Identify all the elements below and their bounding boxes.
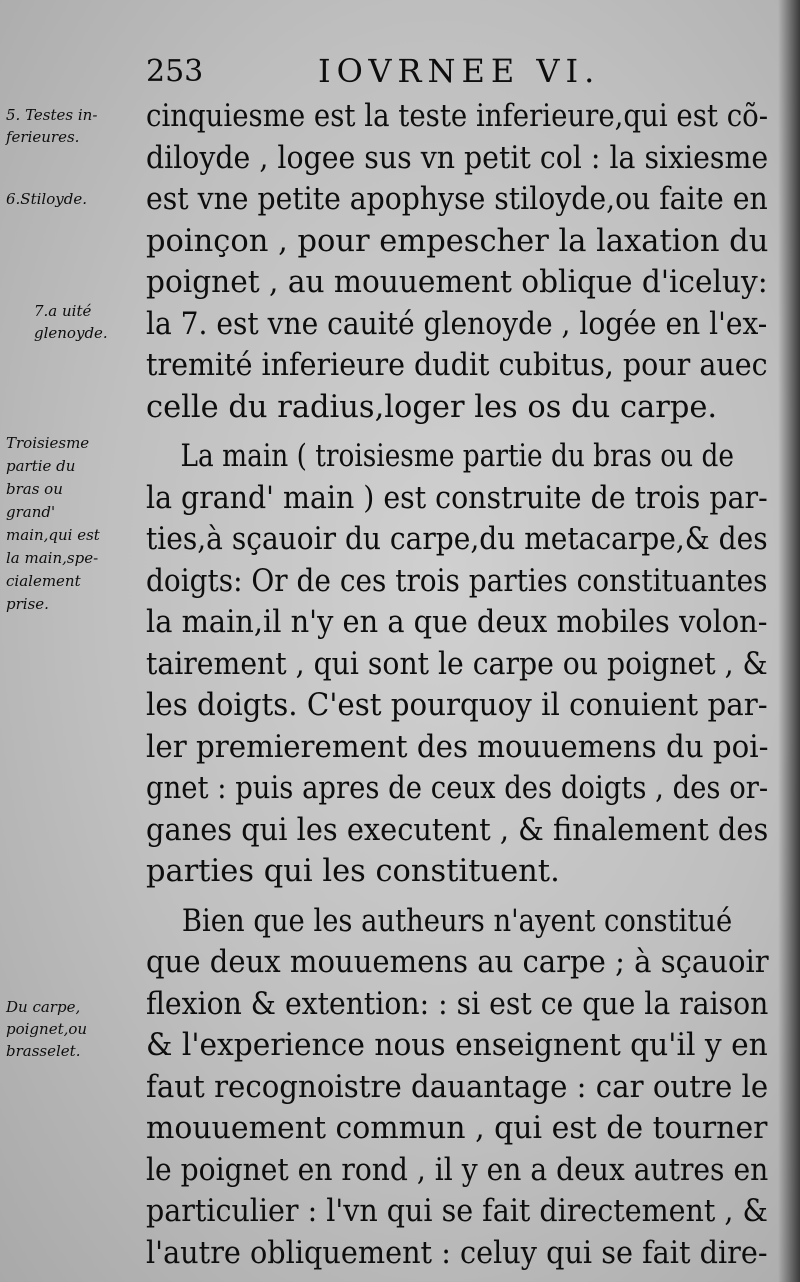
margin-note-line: 6.Stiloyde.	[6, 190, 87, 208]
margin-note-line: Troisiesme	[6, 434, 90, 452]
text-line: poignet , au mouuement oblique d'iceluy:	[146, 265, 768, 300]
text-line: la grand' main ) est construite de trois par-	[146, 480, 768, 516]
text-line: que deux mouuemens au carpe ; à sçauoir	[146, 945, 769, 980]
margin-note-teste-inferieure	[6, 104, 136, 148]
text-line: celle du radius,loger les os du carpe.	[146, 389, 718, 425]
text-line: ganes qui les executent , & finalement des	[146, 812, 769, 848]
text-line: cinquiesme est la teste inferieure,qui est cõ-	[146, 99, 769, 134]
text-line: Bien que les autheurs n'ayent constitué	[181, 903, 733, 939]
margin-note-line: 7.a uité	[34, 302, 92, 320]
text-line: flexion & extention: : si est ce que la raison	[146, 986, 769, 1022]
margin-note-stiloyde	[6, 188, 136, 210]
margin-note-line: poignet,ou	[6, 1020, 88, 1038]
margin-note-line: main,qui est	[6, 526, 100, 544]
paragraph-break	[146, 893, 768, 901]
page-edge-shadow	[778, 0, 800, 1282]
running-title: IOVRNEE VI.	[318, 52, 601, 90]
text-line: doigts: Or de ces trois parties constituantes	[146, 563, 768, 599]
text-line: La main ( troisiesme partie du bras ou de	[180, 439, 734, 474]
page-header	[0, 48, 800, 98]
text-line: tairement , qui sont le carpe ou poignet , &	[146, 646, 768, 682]
text-line: mouuement commun , qui est de tourner	[146, 1111, 768, 1146]
page-number: 253	[146, 54, 204, 89]
margin-note-line: 5. Testes in-	[6, 106, 98, 124]
paragraph-break	[146, 428, 768, 436]
text-line: faut recognoistre dauantage : car outre le	[146, 1069, 769, 1105]
text-line: particulier : l'vn qui se fait directement , &	[146, 1194, 768, 1229]
text-line: ties,à sçauoir du carpe,du metacarpe,& des	[146, 522, 768, 557]
margin-note-line: glenoyde.	[34, 324, 108, 342]
text-line: la main,il n'y en a que deux mobiles volon-	[146, 605, 768, 640]
margin-note-line: bras ou	[6, 480, 63, 498]
margin-note-cauite-glenoyde	[34, 300, 164, 344]
text-line: diloyde , logee sus vn petit col : la sixiesme	[146, 140, 769, 176]
text-line: l'autre obliquement : celuy qui se fait dire-	[146, 1235, 768, 1271]
text-line: le poignet en rond , il y en a deux autres en	[146, 1152, 769, 1188]
text-line: parties qui les constituent.	[146, 854, 560, 889]
main-text-block	[146, 96, 768, 1274]
margin-note-line: la main,spe-	[6, 549, 99, 567]
margin-note-line: ferieures.	[6, 128, 80, 146]
text-line: ler premierement des mouuemens du poi-	[146, 729, 769, 765]
text-line: gnet : puis apres de ceux des doigts , des or-	[146, 771, 769, 806]
text-line: poinçon , pour empescher la laxation du	[146, 223, 769, 259]
margin-note-line: prise.	[6, 595, 49, 613]
margin-note-line: partie du	[6, 457, 76, 475]
margin-note-line: Du carpe,	[6, 998, 81, 1016]
margin-note-line: grand'	[6, 503, 56, 521]
margin-note-line: brasselet.	[6, 1042, 81, 1060]
text-line: & l'experience nous enseignent qu'il y en	[146, 1028, 768, 1063]
margin-note-troisiesme-partie	[6, 432, 136, 616]
text-line: tremité inferieure dudit cubitus, pour auec	[146, 348, 768, 383]
text-line: la 7. est vne cauité glenoyde , logée en l'ex-	[146, 306, 768, 342]
text-line: les doigts. C'est pourquoy il conuient par-	[146, 688, 768, 723]
margin-note-du-carpe	[6, 996, 136, 1062]
margin-note-line: cialement	[6, 572, 81, 590]
text-line: est vne petite apophyse stiloyde,ou faite en	[146, 182, 768, 217]
